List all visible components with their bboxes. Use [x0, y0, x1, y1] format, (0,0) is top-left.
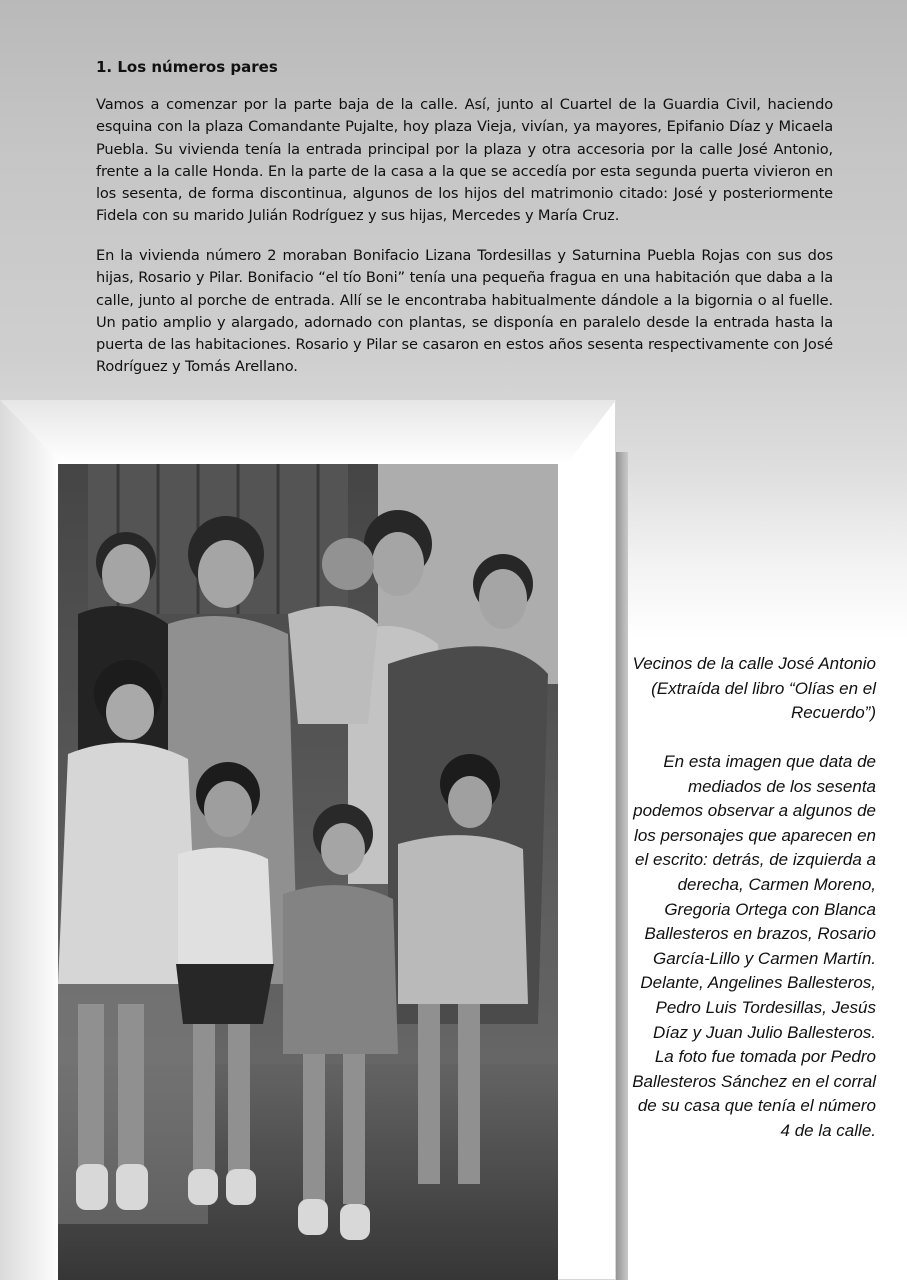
paragraph-1: Vamos a comenzar por la parte baja de la calle. Así, junto al Cuartel de la Guardia Civil, haciendo esquina con la plaza Comandante Pujalte, hoy plaza Vieja, vivían, ya mayores, Epifanio Díaz y Micaela Puebla. Su vivienda tenía la entrada principal por la plaza y otra accesoria por la calle José Antonio, frente a la calle Honda. En la parte de la casa a la que se accedía por esta segunda puerta vivieron en los sesenta, de forma discontinua, algunos de los hijos del matrimonio citado: José y posteriormente Fidela con su marido Julián Rodríguez y sus hijas, Mercedes y María Cruz. [96, 96, 833, 225]
photo-caption-body: En esta imagen que data de mediados de los sesenta podemos observar a algunos de los personajes que aparecen en el escrito: detrás, de izquierda a derecha, Carmen Moreno, Gregoria Ortega con Blanca Ballesteros en brazos, Rosario García-Lillo y Carmen Martín. Delante, Angelines Ballesteros, Pedro Luis Tordesillas, Jesús Díaz y Juan Julio Ballesteros. La foto fue tomada por Pedro Ballesteros Sánchez en el corral de su casa que tenía el número 4 de la calle. [632, 752, 876, 1140]
photo-caption-title: Vecinos de la calle José Antonio (Extraída del libro “Olías en el Recuerdo”) [632, 654, 876, 723]
section-title: 1. Los números pares [96, 58, 278, 76]
paragraph-2: En la vivienda número 2 moraban Bonifacio Lizana Tordesillas y Saturnina Puebla Rojas con sus dos hijas, Rosario y Pilar. Bonifacio “el tío Boni” tenía una pequeña fragua en una habitación que daba a la calle, junto al porche de entrada. Allí se le encontraba habitualmente dándole a la bigornia o al fuelle. Un patio amplio y alargado, adornado con plantas, se disponía en paralelo desde la entrada hasta la puerta de las habitaciones. Rosario y Pilar se casaron en estos años sesenta respectivamente con José Rodríguez y Tomás Arellano. [96, 247, 833, 376]
photo-frame [0, 400, 616, 1280]
frame-shadow [614, 452, 628, 1280]
family-photo-illustration [58, 464, 558, 1280]
frame-bevel-top [0, 400, 616, 464]
frame-bevel-left [0, 400, 60, 1280]
family-photo [58, 464, 558, 1280]
